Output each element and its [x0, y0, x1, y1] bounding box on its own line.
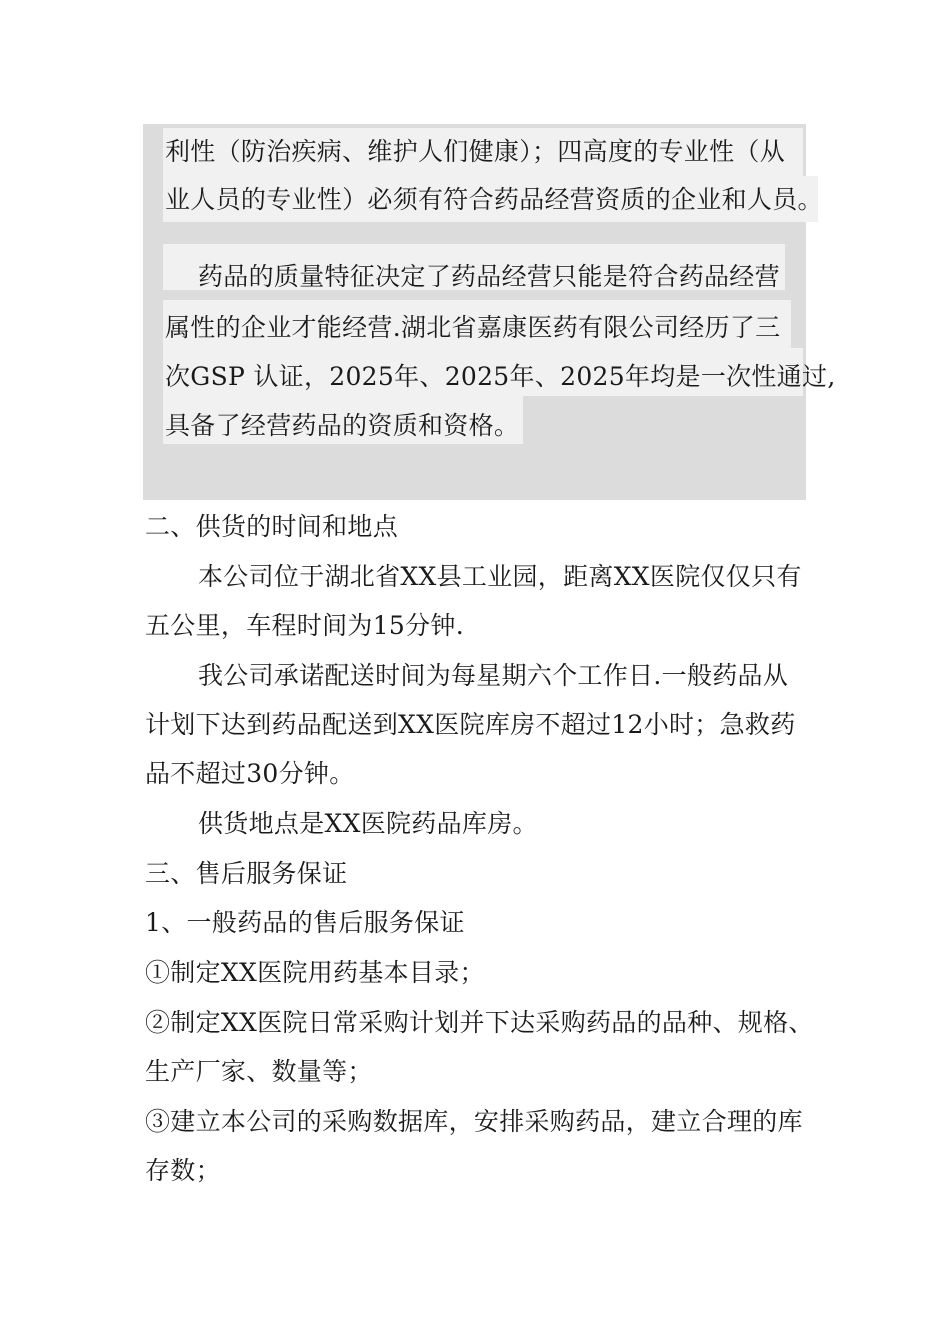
paragraph-line: 我公司承诺配送时间为每星期六个工作日.一般药品从 [198, 661, 789, 690]
paragraph-line: 利性（防治疾病、维护人们健康）；四高度的专业性（从 [165, 137, 786, 166]
paragraph-line: 药品的质量特征决定了药品经营只能是符合药品经营 [198, 262, 780, 291]
paragraph-line: 本公司位于湖北省XX县工业园，距离XX医院仅仅只有 [198, 562, 802, 591]
paragraph-line: 业人员的专业性）必须有符合药品经营资质的企业和人员。 [165, 185, 823, 214]
section-heading: 三、售后服务保证 [145, 859, 348, 888]
list-item: ①制定XX医院用药基本目录； [145, 958, 485, 987]
paragraph-line: 具备了经营药品的资质和资格。 [165, 411, 520, 440]
list-item-continuation: 存数； [145, 1156, 221, 1185]
paragraph-line: 品不超过30分钟。 [145, 759, 355, 788]
paragraph-line: 五公里，车程时间为15分钟. [145, 611, 464, 640]
paragraph-line: 计划下达到药品配送到XX医院库房不超过12小时；急救药 [145, 710, 796, 739]
paragraph-line: 次GSP 认证，2025年、2025年、2025年均是一次性通过, [165, 362, 836, 391]
list-item: ②制定XX医院日常采购计划并下达采购药品的品种、规格、 [145, 1008, 814, 1037]
section-heading: 二、供货的时间和地点 [145, 512, 399, 541]
list-item-continuation: 生产厂家、数量等； [145, 1057, 373, 1086]
paragraph-line: 供货地点是XX医院药品库房。 [198, 809, 538, 838]
list-item: ③建立本公司的采购数据库，安排采购药品，建立合理的库 [145, 1107, 803, 1136]
paragraph-line: 属性的企业才能经营.湖北省嘉康医药有限公司经历了三 [165, 313, 781, 342]
subsection-heading: 1、一般药品的售后服务保证 [145, 908, 465, 937]
